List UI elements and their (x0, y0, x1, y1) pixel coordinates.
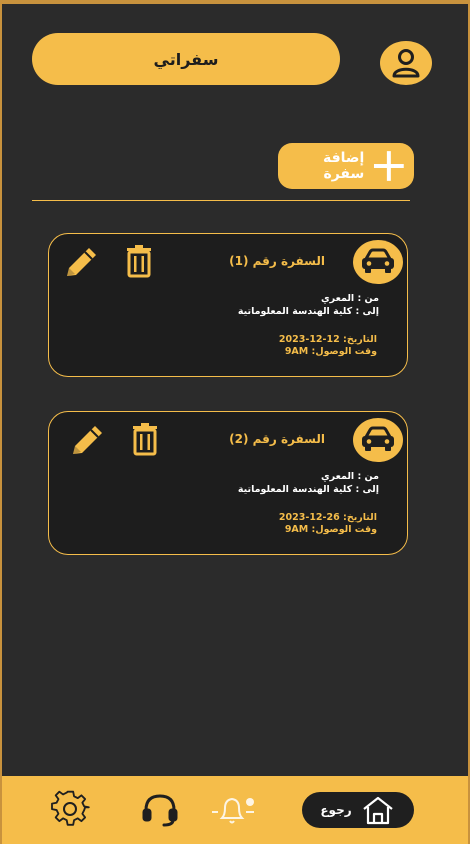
edit-icon[interactable] (67, 422, 109, 460)
add-trip-button[interactable] (278, 143, 414, 189)
add-trip-label: إضافة سفرة (323, 150, 365, 182)
profile-avatar[interactable] (380, 41, 432, 85)
home-icon (360, 795, 396, 825)
page-title: سفراتي (32, 33, 340, 85)
trip-title: السفرة رقم (1) (229, 254, 325, 268)
app-screen (2, 4, 468, 844)
back-label: رجوع (320, 803, 352, 817)
bottom-nav (2, 776, 468, 844)
gear-icon[interactable] (50, 790, 90, 830)
trip-from: من : المعري (320, 293, 379, 304)
trip-to: إلى : كلية الهندسة المعلوماتية (237, 484, 379, 495)
trip-card[interactable] (48, 233, 408, 377)
trip-route (238, 470, 379, 496)
user-icon (389, 46, 423, 80)
trip-route (238, 292, 379, 318)
trip-schedule (279, 334, 377, 358)
back-button[interactable] (302, 792, 414, 828)
edit-icon[interactable] (61, 244, 103, 282)
plus-icon (372, 149, 406, 183)
trip-date: التاريخ: 12-12-2023 (278, 334, 377, 345)
trip-card[interactable] (48, 411, 408, 555)
car-icon (353, 240, 403, 284)
trip-to: إلى : كلية الهندسة المعلوماتية (237, 306, 379, 317)
bell-icon[interactable] (208, 790, 260, 830)
car-icon (353, 418, 403, 462)
trip-date: التاريخ: 26-12-2023 (278, 512, 377, 523)
trash-icon[interactable] (125, 244, 153, 278)
headset-icon[interactable] (140, 790, 180, 830)
trash-icon[interactable] (131, 422, 159, 456)
trip-title: السفرة رقم (2) (229, 432, 325, 446)
trip-arrival: وقت الوصول: 9AM (284, 346, 377, 357)
trip-schedule (279, 512, 377, 536)
trip-from: من : المعري (320, 471, 379, 482)
divider (32, 200, 410, 201)
trip-arrival: وقت الوصول: 9AM (284, 524, 377, 535)
